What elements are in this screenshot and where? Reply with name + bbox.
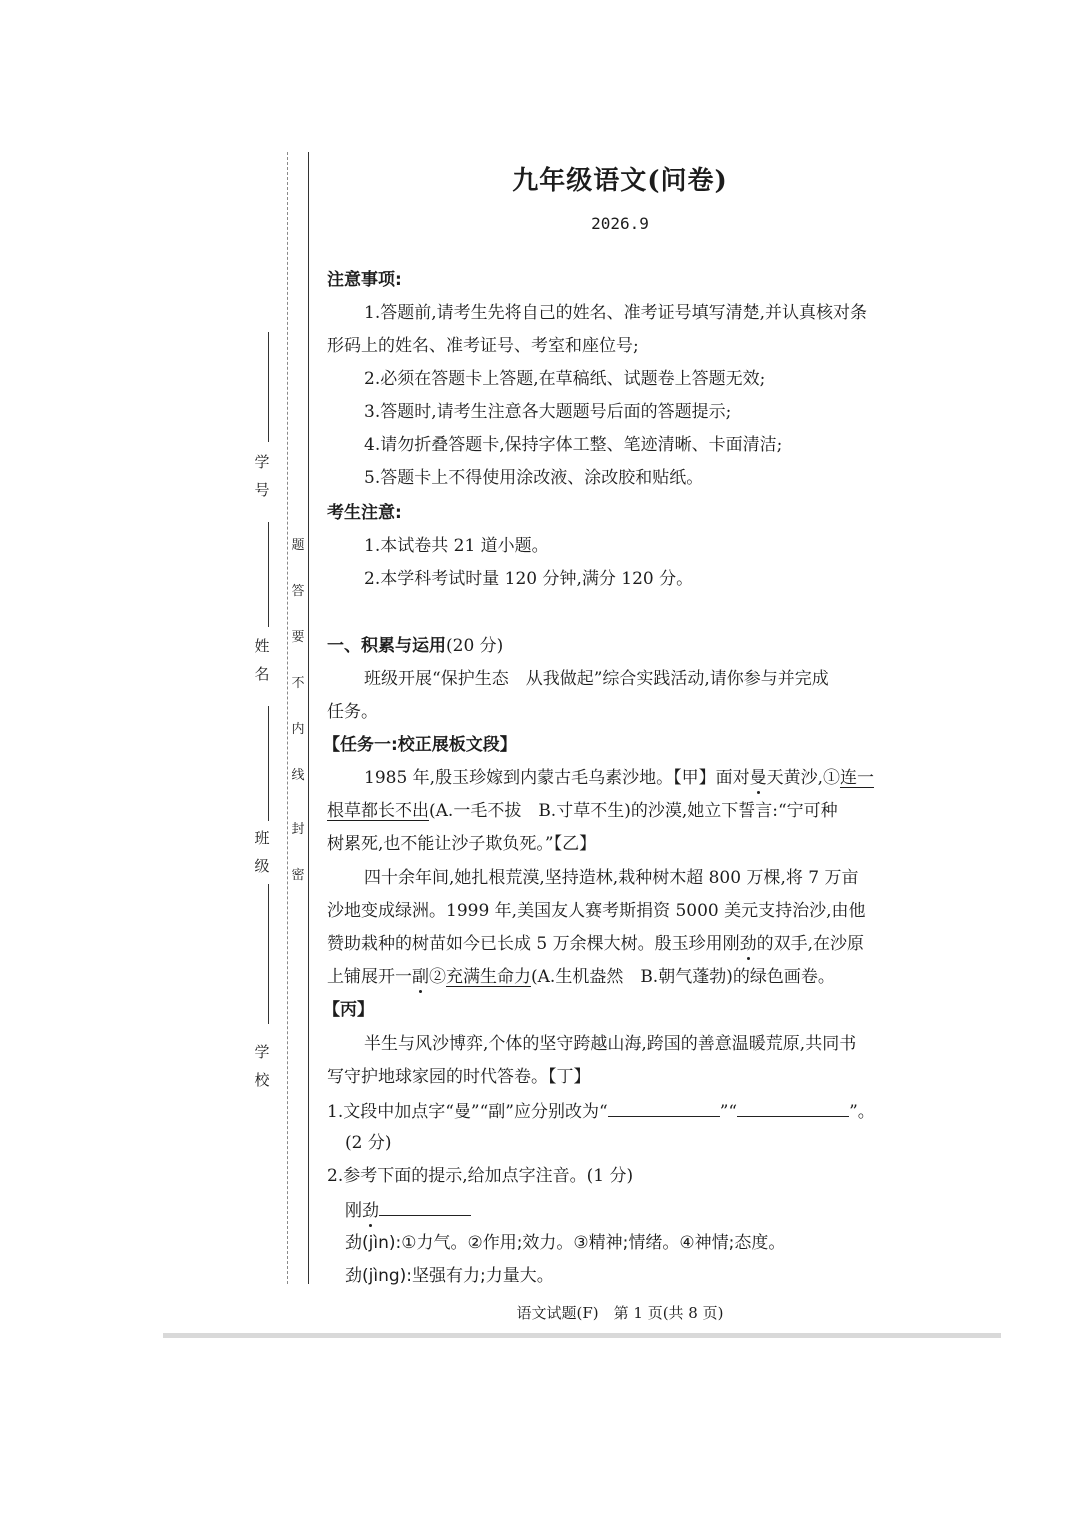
label-school <box>252 1044 272 1088</box>
passage-line: 树累死,也不能让沙子欺负死。”【乙】 <box>327 834 597 854</box>
dotted-char: 曼 <box>749 768 767 788</box>
notice-item: 5.答题卡上不得使用涂改液、涂改胶和贴纸。 <box>364 468 704 488</box>
answer-blank[interactable] <box>379 1199 471 1216</box>
text-run: ”。 <box>849 1102 875 1122</box>
dotted-char: 劲 <box>739 934 757 954</box>
text-run: (A.生机盎然 B.朝气蓬勃)的绿色画卷。 <box>531 967 835 987</box>
label-char: 号 <box>254 481 270 499</box>
seal-char: 内 <box>291 722 305 737</box>
text-run: ”“ <box>719 1102 738 1122</box>
question-2: 2.参考下面的提示,给加点字注音。(1 分) <box>327 1166 634 1186</box>
passage-line <box>327 934 864 954</box>
seal-char: 密 <box>291 868 305 883</box>
dotted-char: 劲 <box>362 1201 379 1221</box>
passage-marker: 【丙】 <box>323 1000 374 1020</box>
page-footer: 语文试题(F) 第 1 页(共 8 页) <box>516 1304 724 1322</box>
seal-char: 不 <box>291 676 305 691</box>
notice-item: 2.必须在答题卡上答题,在草稿纸、试题卷上答题无效; <box>364 369 766 389</box>
label-name <box>252 638 272 682</box>
label-char: 级 <box>254 857 270 875</box>
student-notice-item: 1.本试卷共 21 道小题。 <box>364 536 549 556</box>
text-run: 的双手,在沙原 <box>756 934 865 954</box>
seal-char: 答 <box>291 584 305 599</box>
label-class <box>252 830 272 874</box>
underlined-phrase: 连一 <box>839 768 874 788</box>
passage-line: 写守护地球家园的时代答卷。【丁】 <box>327 1067 591 1087</box>
section-intro: 班级开展“保护生态 从我做起”综合实践活动,请你参与并完成 <box>364 669 829 689</box>
label-char: 班 <box>254 829 270 847</box>
task-heading: 【任务一:校正展板文段】 <box>323 735 517 755</box>
label-char: 学 <box>254 453 270 471</box>
notice-item: 1.答题前,请考生先将自己的姓名、准考证号填写清楚,并认真核对条 <box>364 303 868 323</box>
passage-line <box>327 967 835 987</box>
label-char: 校 <box>254 1071 270 1089</box>
text-run: 1985 年,殷玉珍嫁到内蒙古毛乌素沙地。【甲】面对 <box>364 768 750 788</box>
question-2-word <box>345 1199 471 1221</box>
section-heading <box>327 636 503 656</box>
seal-char: 线 <box>291 768 305 783</box>
page-title: 九年级语文(问卷) <box>512 166 728 196</box>
text-run: (A.一毛不拔 B.寸草不生)的沙漠,她立下誓言:“宁可种 <box>429 801 838 821</box>
name-line <box>268 706 269 821</box>
question-1 <box>327 1100 875 1122</box>
passage-line: 四十余年间,她扎根荒漠,坚持造林,栽种树木超 800 万棵,将 7 万亩 <box>364 868 859 888</box>
text-run: 天黄沙,① <box>766 768 840 788</box>
class-line <box>268 884 269 1024</box>
page-edge <box>163 1333 1001 1338</box>
notice-item: 3.答题时,请考生注意各大题题号后面的答题提示; <box>364 402 732 422</box>
text-run: 赞助栽种的树苗如今已长成 5 万余棵大树。殷玉珍用刚 <box>327 934 740 954</box>
section-points: (20 分) <box>446 636 504 656</box>
answer-blank[interactable] <box>608 1100 720 1117</box>
seal-char: 要 <box>291 630 305 645</box>
passage-line: 沙地变成绿洲。1999 年,美国友人赛考斯捐资 5000 美元支持治沙,由他 <box>327 901 866 921</box>
hint-line: 劲(jìng):坚强有力;力量大。 <box>345 1266 554 1286</box>
question-1-points: (2 分) <box>345 1133 392 1153</box>
text-run: 1.文段中加点字“曼”“副”应分别改为“ <box>327 1102 608 1122</box>
section-intro-cont: 任务。 <box>327 702 378 722</box>
passage-line <box>327 801 838 821</box>
name-line-top <box>268 522 269 627</box>
exam-date: 2026.9 <box>591 214 649 233</box>
seal-char: 封 <box>291 822 305 837</box>
dotted-char: 副 <box>412 967 429 987</box>
notice-heading: 注意事项: <box>327 270 402 290</box>
student-notice-heading: 考生注意: <box>327 503 402 523</box>
underlined-phrase: 充满生命力 <box>446 967 531 987</box>
text-run: 上铺展开一 <box>327 967 412 987</box>
student-id-line <box>268 332 269 442</box>
answer-blank[interactable] <box>737 1100 849 1117</box>
student-notice-item: 2.本学科考试时量 120 分钟,满分 120 分。 <box>364 569 694 589</box>
label-char: 姓 <box>254 637 270 655</box>
seal-char: 题 <box>291 538 305 553</box>
underlined-phrase: 根草都长不出 <box>327 801 429 821</box>
passage-line: 半生与风沙博弈,个体的坚守跨越山海,跨国的善意温暖荒原,共同书 <box>364 1034 857 1054</box>
binding-solid-line <box>308 152 309 1284</box>
text-run: 刚 <box>345 1201 362 1221</box>
label-char: 名 <box>254 665 270 683</box>
label-student-id <box>252 454 272 498</box>
label-char: 学 <box>254 1043 270 1061</box>
section-title: 一、积累与运用 <box>327 636 446 656</box>
passage-line <box>364 768 874 788</box>
notice-item: 4.请勿折叠答题卡,保持字体工整、笔迹清晰、卡面清洁; <box>364 435 783 455</box>
text-run: ② <box>429 967 446 987</box>
hint-line: 劲(jìn):①力气。②作用;效力。③精神;情绪。④神情;态度。 <box>345 1233 786 1253</box>
notice-item: 形码上的姓名、准考证号、考室和座位号; <box>327 336 639 356</box>
binding-dotted-line <box>287 152 288 1284</box>
